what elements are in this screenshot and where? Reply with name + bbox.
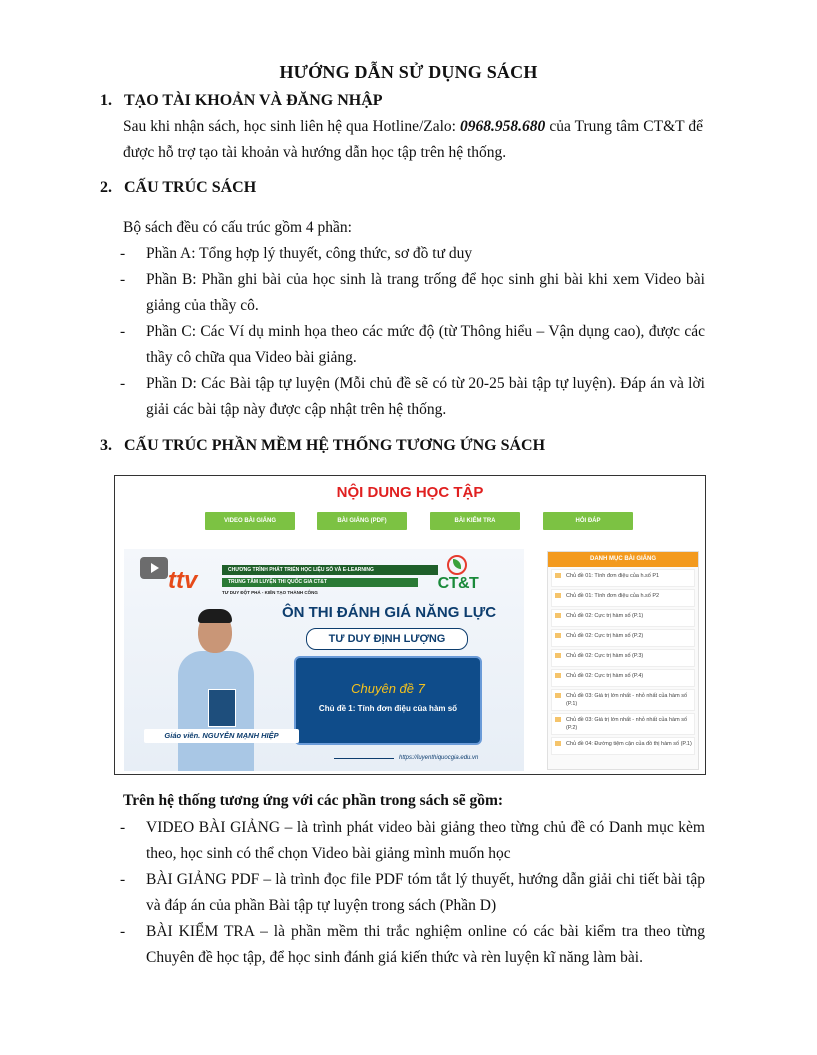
- center-ribbon: TRUNG TÂM LUYỆN THI QUỐC GIA CT&T: [222, 578, 418, 587]
- folder-icon: [555, 741, 561, 746]
- chuyen-de-label: Chuyên đề 7: [351, 681, 425, 696]
- list-item: [120, 815, 705, 867]
- paragraph-text: Sau khi nhận sách, học sinh liên hệ qua Hotline/Zalo:: [123, 118, 461, 135]
- screenshot-title: NỘI DUNG HỌC TẬP: [336, 484, 484, 501]
- bullet-dash: -: [120, 245, 126, 262]
- system-heading: Trên hệ thống tương ứng với các phần trong sách sẽ gồm:: [123, 792, 504, 809]
- list-item-text: BÀI GIẢNG PDF – là trình đọc file PDF tóm tắt lý thuyết, hướng dẫn giải chi tiết bài tập và đáp án của phần Bài tập tự luyện trong sách (Phần D): [146, 871, 705, 914]
- bullet-dash: -: [120, 271, 126, 288]
- video-subject-pill: TƯ DUY ĐỊNH LƯỢNG: [306, 628, 468, 650]
- qa-button[interactable]: HỎI ĐÁP: [543, 512, 633, 530]
- section-number: 3.: [100, 437, 112, 454]
- catalog-item[interactable]: [551, 689, 695, 711]
- folder-icon: [555, 613, 561, 618]
- section-2-intro: Bộ sách đều có cấu trúc gồm 4 phần:: [123, 219, 352, 236]
- section-title: CẤU TRÚC PHẦN MỀM HỆ THỐNG TƯƠNG ỨNG SÁCH: [124, 437, 546, 454]
- teacher-name: Giáo viên. NGUYỄN MẠNH HIỆP: [144, 729, 299, 743]
- chu-de-label: Chủ đề 1: Tính đơn điệu của hàm số: [318, 704, 458, 713]
- catalog-item[interactable]: [551, 569, 695, 587]
- bullet-dash: -: [120, 871, 126, 888]
- list-item: [120, 319, 705, 371]
- system-components-list: [120, 815, 705, 971]
- catalog-item[interactable]: [551, 589, 695, 607]
- list-item: [120, 267, 705, 319]
- list-item: [120, 241, 705, 267]
- lecture-catalog: [547, 551, 699, 770]
- bullet-dash: -: [120, 323, 126, 340]
- catalog-item-label: Chủ đề 02: Cực trị hàm số (P.2): [566, 633, 644, 639]
- catalog-item-label: Chủ đề 03: Giá trị lớn nhất - nhỏ nhất của hàm số (P.1): [566, 693, 688, 707]
- catalog-item-label: Chủ đề 02: Cực trị hàm số (P.3): [566, 653, 644, 659]
- logo-text: CT&T: [437, 575, 479, 592]
- teacher-hair: [198, 609, 232, 623]
- paragraph-text: của Trung tâm CT&T để được hỗ trợ tạo tài khoản và hướng dẫn học tập trên hệ thống.: [123, 118, 703, 161]
- video-player[interactable]: [124, 549, 524, 771]
- section-title: TẠO TÀI KHOẢN VÀ ĐĂNG NHẬP: [124, 92, 383, 109]
- list-item-text: Phần C: Các Ví dụ minh họa theo các mức độ (từ Thông hiểu – Vận dụng cao), được các thầy cô chữa qua Video bài giảng.: [146, 323, 705, 366]
- catalog-item-label: Chủ đề 02: Cực trị hàm số (P.1): [566, 613, 644, 619]
- test-button[interactable]: BÀI KIỂM TRA: [430, 512, 520, 530]
- slogan: TƯ DUY ĐỘT PHÁ - KIẾN TẠO THÀNH CÔNG: [222, 590, 318, 595]
- video-main-title: ÔN THI ĐÁNH GIÁ NĂNG LỰC: [281, 604, 497, 621]
- catalog-item-label: Chủ đề 01: Tính đơn điệu của h.số P2: [566, 593, 660, 599]
- catalog-item-label: Chủ đề 04: Đường tiệm cận của đồ thị hàm số (P.1): [566, 741, 692, 747]
- page-title: HƯỚNG DẪN SỬ DỤNG SÁCH: [279, 62, 538, 82]
- catalog-header: DANH MỤC BÀI GIẢNG: [548, 552, 698, 567]
- catalog-item[interactable]: [551, 649, 695, 667]
- folder-icon: [555, 693, 561, 698]
- catalog-item[interactable]: [551, 629, 695, 647]
- section-2-heading: [100, 179, 256, 197]
- section-title: CẤU TRÚC SÁCH: [124, 179, 257, 196]
- section-number: 2.: [100, 179, 112, 196]
- catalog-item[interactable]: [551, 609, 695, 627]
- folder-icon: [555, 673, 561, 678]
- play-icon[interactable]: [140, 557, 168, 579]
- hotline-number: 0968.958.680: [460, 118, 546, 135]
- catalog-item[interactable]: [551, 713, 695, 735]
- list-item-text: Phần A: Tổng hợp lý thuyết, công thức, sơ đồ tư duy: [146, 245, 473, 262]
- program-ribbon: CHƯƠNG TRÌNH PHÁT TRIỂN HỌC LIỆU SỐ VÀ E-LEARNING: [222, 565, 438, 575]
- folder-icon: [555, 653, 561, 658]
- bullet-dash: -: [120, 923, 126, 940]
- bullet-dash: -: [120, 375, 126, 392]
- list-item-text: Phần B: Phần ghi bài của học sinh là trang trống để học sinh ghi bài khi xem Video bài giảng của thầy cô.: [146, 271, 705, 314]
- software-screenshot: [114, 475, 706, 775]
- book-structure-list: [120, 241, 705, 423]
- pdf-lecture-button[interactable]: BÀI GIẢNG (PDF): [317, 512, 407, 530]
- section-3-heading: [100, 437, 545, 455]
- folder-icon: [555, 573, 561, 578]
- section-1-heading: [100, 92, 383, 110]
- ttv-logo: ttv: [168, 567, 198, 594]
- website-url: https://luyenthiquocgia.edu.vn: [399, 755, 479, 761]
- list-item: [120, 371, 705, 423]
- catalog-item-label: Chủ đề 01: Tính đơn điệu của h.số P1: [566, 573, 660, 579]
- folder-icon: [555, 633, 561, 638]
- catalog-item[interactable]: [551, 669, 695, 687]
- folder-icon: [555, 717, 561, 722]
- folder-icon: [555, 593, 561, 598]
- catalog-item-label: Chủ đề 02: Cực trị hàm số (P.4): [566, 673, 644, 679]
- list-item: [120, 919, 705, 971]
- list-item-text: VIDEO BÀI GIẢNG – là trình phát video bài giảng theo từng chủ đề có Danh mục kèm theo, học sinh có thể chọn Video bài giảng mình muốn học: [146, 819, 705, 862]
- book-icon: [208, 689, 236, 727]
- section-1-paragraph: [123, 114, 703, 166]
- catalog-item-label: Chủ đề 03: Giá trị lớn nhất - nhỏ nhất của hàm số (P.2): [566, 717, 688, 731]
- list-item-text: Phần D: Các Bài tập tự luyện (Mỗi chủ đề sẽ có từ 20-25 bài tập tự luyện). Đáp án và lời giải các bài tập này được cập nhật trên hệ thống.: [146, 375, 705, 418]
- video-lecture-button[interactable]: VIDEO BÀI GIẢNG: [205, 512, 295, 530]
- catalog-item[interactable]: [551, 737, 695, 755]
- url-underline: [334, 758, 394, 759]
- bullet-dash: -: [120, 819, 126, 836]
- list-item-text: BÀI KIỂM TRA – là phần mềm thi trắc nghiệm online có các bài kiểm tra theo từng Chuyên đề học tập, để học sinh đánh giá kiến thức và rèn luyện kĩ năng làm bài.: [146, 923, 705, 966]
- teacher-figure: [172, 611, 260, 771]
- topic-box: [294, 656, 482, 745]
- section-number: 1.: [100, 92, 112, 109]
- list-item: [120, 867, 705, 919]
- ctt-logo: [430, 555, 486, 599]
